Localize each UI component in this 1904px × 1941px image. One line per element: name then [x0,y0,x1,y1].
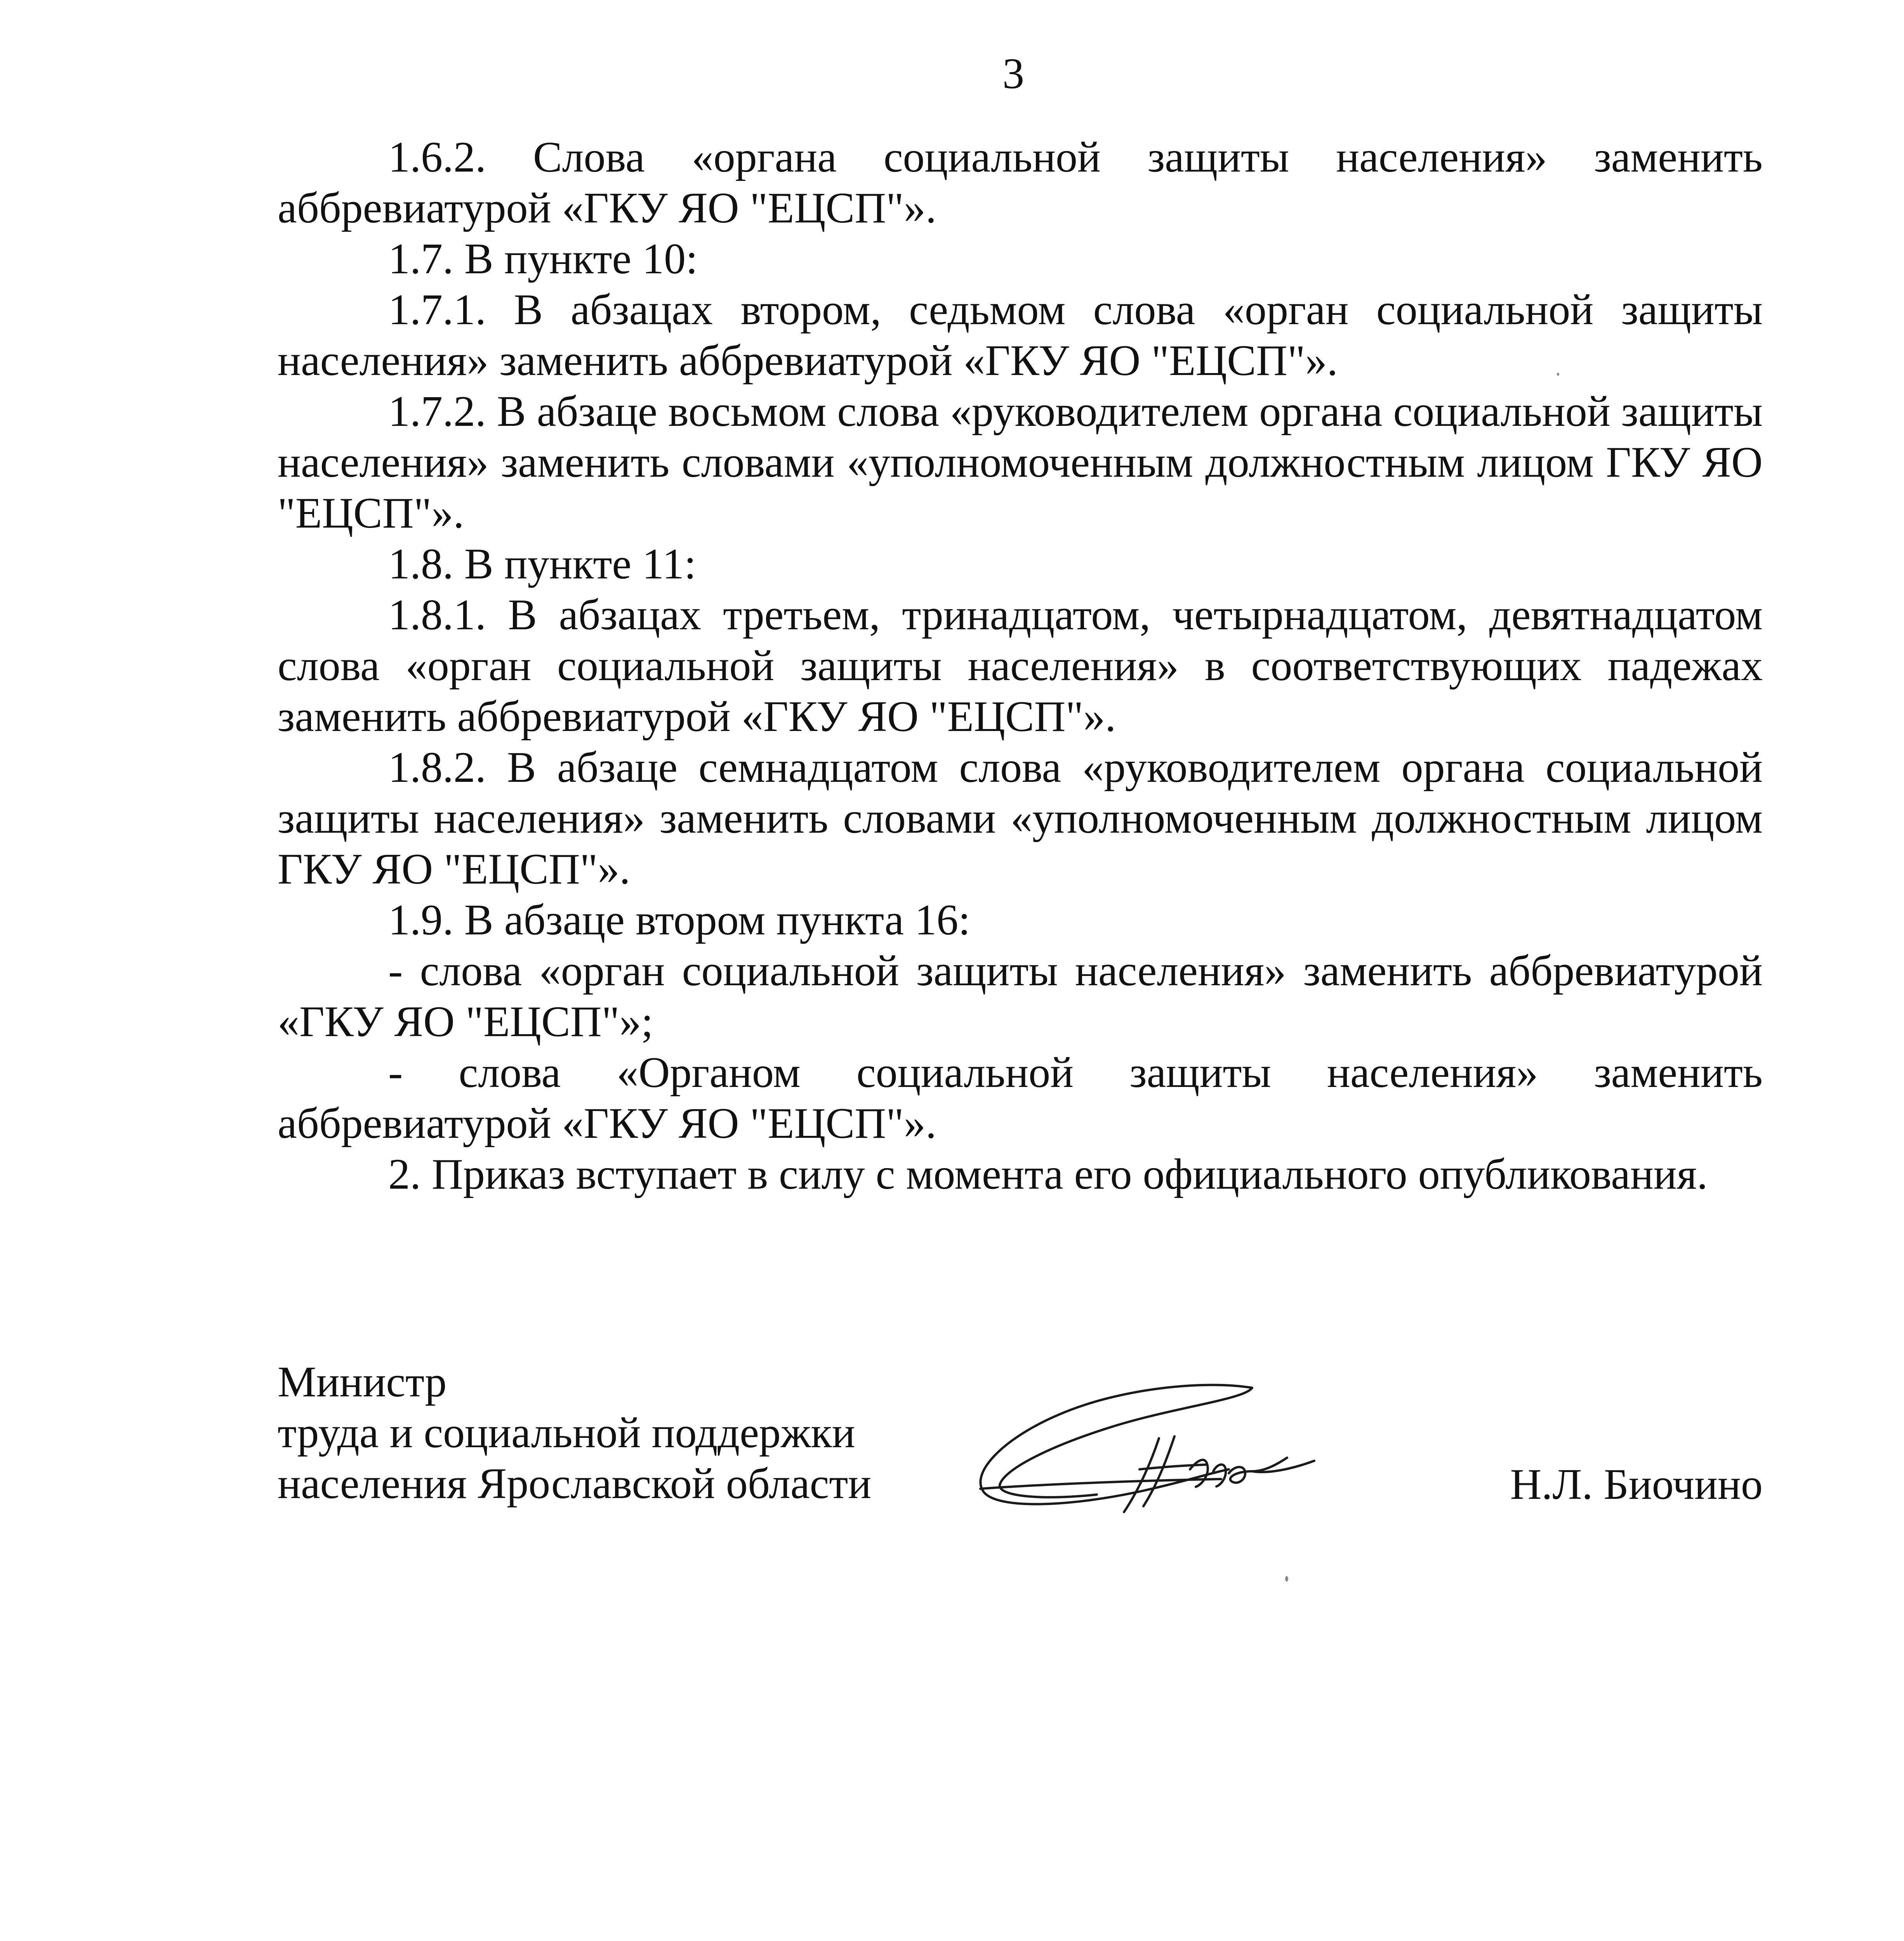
paragraph-1-6-2: 1.6.2. Слова «органа социальной защиты населения» заменить аббревиатурой «ГКУ ЯО "ЕЦСП"». [278,133,1763,232]
scan-speck [1557,373,1559,376]
signer-title-line: труда и социальной поддержки [278,1409,855,1457]
paragraph-1-8-2: 1.8.2. В абзаце семнадцатом слова «руководителем органа социальной защиты населения» заменить словами «уполномоченным должностным лицом ГКУ ЯО "ЕЦСП"». [278,743,1763,893]
signature-block [278,1357,1763,1543]
signer-title-line: Министр [278,1358,447,1406]
handwritten-signature [957,1372,1384,1528]
scan-speck [1285,1576,1288,1582]
paragraph-1-9-item-2: - слова «Органом социальной защиты населения» заменить аббревиатурой «ГКУ ЯО "ЕЦСП"». [278,1049,1763,1148]
paragraph-1-7: 1.7. В пункте 10: [388,235,698,283]
paragraph-1-8: 1.8. В пункте 11: [388,540,697,588]
paragraph-1-9: 1.9. В абзаце втором пункта 16: [388,896,971,944]
page-number: 3 [1002,50,1024,98]
document-body [278,132,1763,1200]
signer-name: Н.Л. Биочино [1510,1460,1763,1509]
paragraph-1-7-2: 1.7.2. В абзаце восьмом слова «руководителем органа социальной защиты населения» заменить словами «уполномоченным должностным лицом ГКУ ЯО "ЕЦСП"». [278,387,1763,537]
signer-title-line: населения Ярославской области [278,1460,872,1508]
paragraph-2: 2. Приказ вступает в силу с момента его официального опубликования. [388,1150,1708,1198]
paragraph-1-9-item-1: - слова «орган социальной защиты населения» заменить аббревиатурой «ГКУ ЯО "ЕЦСП"»; [278,947,1763,1046]
paragraph-1-7-1: 1.7.1. В абзацах втором, седьмом слова «орган социальной защиты населения» заменить аббревиатурой «ГКУ ЯО "ЕЦСП"». [278,286,1763,385]
signer-title [278,1357,938,1509]
paragraph-1-8-1: 1.8.1. В абзацах третьем, тринадцатом, четырнадцатом, девятнадцатом слова «орган социальной защиты населения» в соответствующих падежах заменить аббревиатурой «ГКУ ЯО "ЕЦСП"». [278,591,1763,741]
